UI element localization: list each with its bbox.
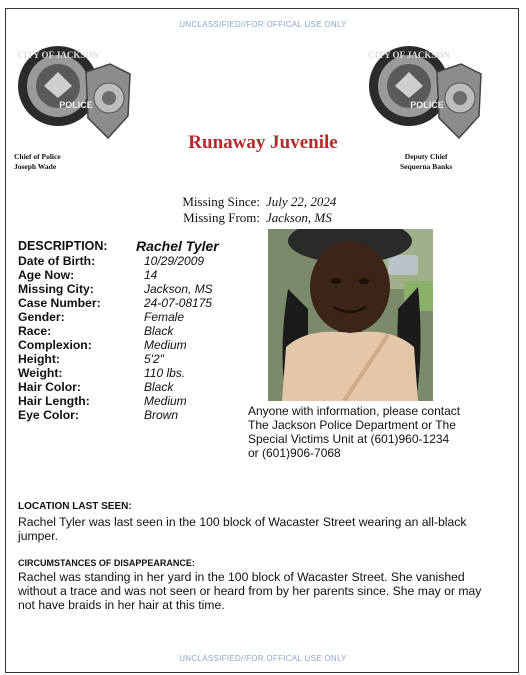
description-label: DESCRIPTION: [18,239,108,253]
field-label: Hair Length: [18,394,90,408]
deputy-name: Sequerna Banks [400,162,453,171]
field-value: Brown [144,408,179,422]
missing-person-name: Rachel Tyler [136,238,219,254]
missing-since-label: Missing Since: [182,194,260,209]
police-seal-right-icon [365,42,483,142]
seal-text-left: CITY OF JACKSON [17,50,99,60]
police-seal-left-icon [14,42,132,142]
location-heading: LOCATION LAST SEEN: [18,501,132,512]
field-value: Jackson, MS [144,282,213,296]
field-value: 14 [144,268,158,282]
field-label: Missing City: [18,282,94,296]
field-label: Complexion: [18,338,92,352]
page-title: Runaway Juvenile [188,132,338,153]
field-label: Date of Birth: [18,254,96,268]
missing-from-row [0,210,526,226]
field-label: Gender: [18,310,65,324]
missing-since-row [0,194,526,210]
field-label: Hair Color: [18,380,81,394]
field-label: Eye Color: [18,408,79,422]
circumstances-text: Rachel was standing in her yard in the 100 block of Wacaster Street. She vanished without a trace and was not seen or heard from by her parents since. She may or may not have braids in her hair at this time. [18,570,482,612]
chief-of-police-label [14,152,61,172]
field-label: Case Number: [18,296,101,310]
location-text: Rachel Tyler was last seen in the 100 block of Wacaster Street wearing an all-black jumper. [18,515,467,543]
field-value: 110 lbs. [144,366,186,380]
field-label: Height: [18,352,60,366]
contact-info: Anyone with information, please contact The Jackson Police Department or The Special Victims Unit at (601)960-1234 or (601)906-7068 [248,404,461,460]
chief-name: Joseph Wade [14,162,57,171]
field-label: Weight: [18,366,63,380]
field-value: Medium [144,394,187,408]
badge-text-right: POLICE [410,100,444,110]
field-value: 5'2" [144,352,164,366]
missing-from-label: Missing From: [183,210,260,225]
missing-from-value: Jackson, MS [266,210,332,225]
field-label: Race: [18,324,52,338]
circumstances-heading: CIRCUMSTANCES OF DISAPPEARANCE: [18,558,195,568]
field-value: Medium [144,338,187,352]
chief-title: Chief of Police [14,152,61,161]
field-value: Female [144,310,185,324]
deputy-chief-label [400,152,452,172]
field-value: Black [144,380,174,394]
classification-header: UNCLASSIFIED//FOR OFFICAL USE ONLY [179,20,347,29]
field-value: 10/29/2009 [144,254,205,268]
badge-text-left: POLICE [59,100,93,110]
field-value: 24-07-08175 [144,296,213,310]
missing-since-value: July 22, 2024 [266,194,337,209]
missing-person-photo [268,229,433,401]
classification-footer: UNCLASSIFIED//FOR OFFICAL USE ONLY [179,654,347,663]
deputy-title: Deputy Chief [404,152,448,161]
field-label: Age Now: [18,268,75,282]
seal-text-right: CITY OF JACKSON [368,50,450,60]
field-value: Black [144,324,174,338]
